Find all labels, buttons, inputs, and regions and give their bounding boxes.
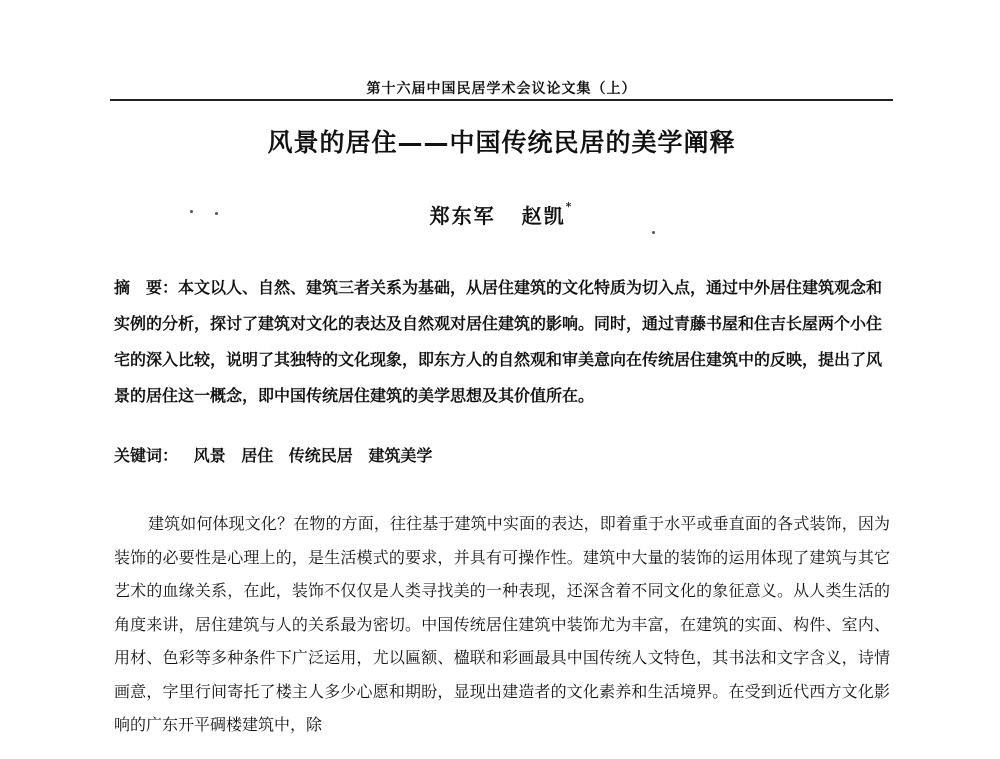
- scan-speck: [190, 210, 193, 213]
- keyword-item: 传统民居: [288, 446, 353, 465]
- scan-speck: [215, 212, 218, 215]
- keyword-item: 风景: [193, 446, 226, 465]
- keyword-item: 居住: [241, 446, 274, 465]
- keywords: [114, 442, 890, 470]
- author-footnote-mark: *: [565, 200, 574, 213]
- abstract-text: 本文以人、自然、建筑三者关系为基础，从居住建筑的文化特质为切入点，通过中外居住建筑观念和实例的分析，探讨了建筑对文化的表达及自然观对居住建筑的影响。同时，通过青藤书屋和住吉长屋两个小住宅的深入比较，说明了其独特的文化现象，即东方人的自然观和审美意向在传统居住建筑中的反映，提出了风景的居住这一概念，即中国传统居住建筑的美学思想及其价值所在。: [114, 278, 883, 405]
- keywords-label: 关键词：: [114, 446, 179, 465]
- author-name: 赵凯: [521, 204, 566, 228]
- running-header: 第十六届中国民居学术会议论文集（上）: [366, 81, 637, 97]
- abstract: [114, 270, 890, 414]
- scan-speck: [652, 231, 655, 234]
- header-rule: [110, 99, 893, 101]
- body-paragraph: 建筑如何体现文化？在物的方面，往往基于建筑中实面的表达，即着重于水平或垂直面的各式装饰，因为装饰的必要性是心理上的，是生活模式的要求，并具有可操作性。建筑中大量的装饰的运用体现了建筑与其它艺术的血缘关系，在此，装饰不仅仅是人类寻找美的一种表现，还深含着不同文化的象征意义。从人类生活的角度来讲，居住建筑与人的关系最为密切。中国传统居住建筑中装饰尤为丰富，在建筑的实面、构件、室内、用材、色彩等多种条件下广泛运用，尤以匾额、楹联和彩画最具中国传统人文特色，其书法和文字含义，诗情画意，字里行间寄托了楼主人多少心愿和期盼，显现出建造者的文化素养和生活境界。在受到近代西方文化影响的广东开平碉楼建筑中，除: [114, 514, 890, 734]
- abstract-label: 摘 要：: [114, 278, 179, 297]
- authors: [110, 200, 893, 229]
- keyword-item: 建筑美学: [368, 446, 433, 465]
- paper-title: 风景的居住——中国传统民居的美学阐释: [267, 128, 736, 157]
- author-name: 郑东军: [429, 204, 496, 228]
